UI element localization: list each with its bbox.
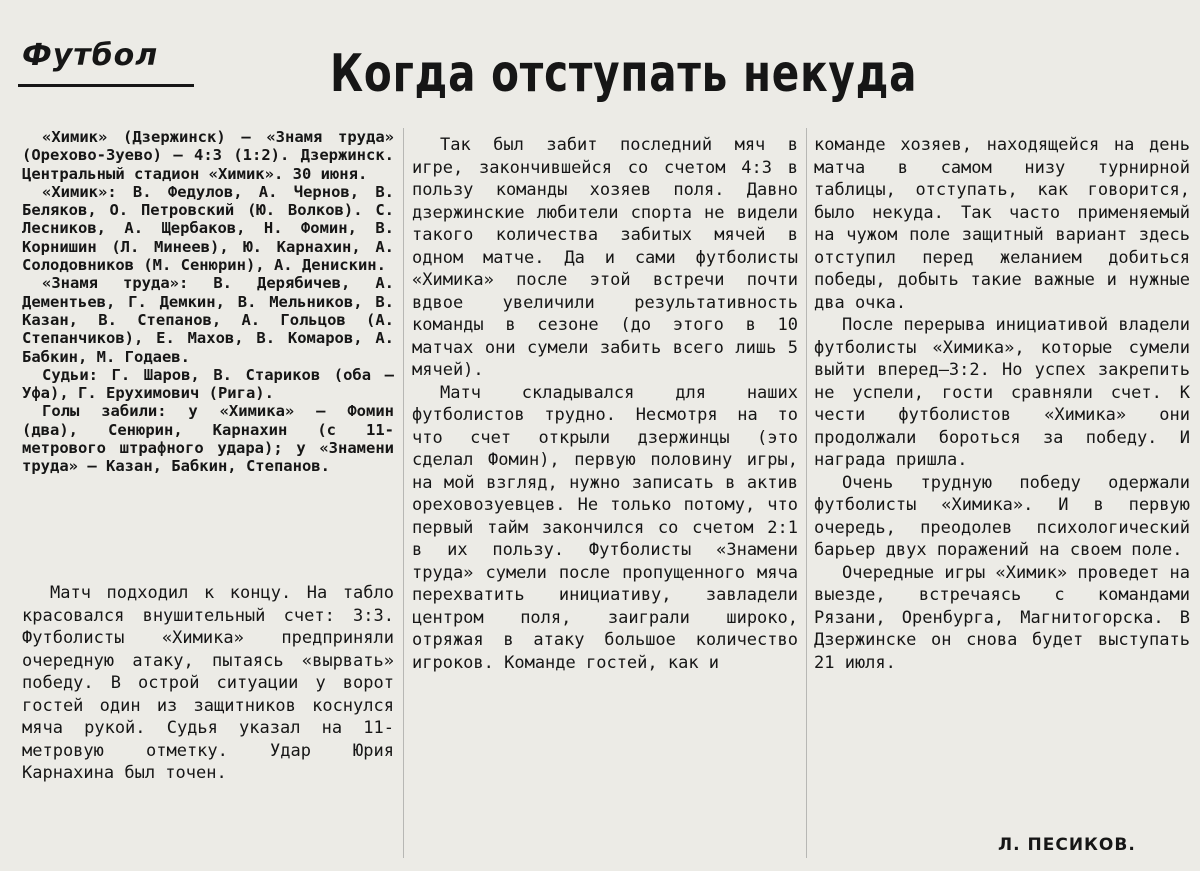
- section-rubric: Футбол: [22, 38, 159, 73]
- column-divider: [403, 128, 404, 858]
- goal-scorers: Голы забили: у «Химика» — Фомин (два), Сенюрин, Карнахин (с 11-метрового штрафного удара); у «Знамени труда» — Казан, Бабкин, Степанов.: [22, 402, 394, 476]
- article-column-1: [22, 582, 394, 785]
- article-paragraph: Матч складывался для наших футболистов трудно. Несмотря на то что счет открыли дзержинцы (это сделал Фомин), первую половину игры, на мой взгляд, нужно записать в актив ореховозуевцев. Не только потому, что первый тайм закончился со счетом 2:1 в их пользу. Футболисты «Знамени труда» сумели после пропущенного мяча перехватить инициативу, завладели центром поля, заиграли широко, отряжая в атаку большое количество игроков. Команде гостей, как и: [412, 382, 798, 673]
- article-paragraph: Матч подходил к концу. На табло красовался внушительный счет: 3:3. Футболисты «Химика» предприняли очередную атаку, пытаясь «вырвать» победу. В острой ситуации у ворот гостей один из защитников коснулся мяча рукой. Судья указал на 11-метровую отметку. Удар Юрия Карнахина был точен.: [22, 583, 394, 783]
- match-info-block: [22, 128, 394, 476]
- article-column-2: [412, 134, 798, 674]
- lineup-znamya-truda: «Знамя труда»: В. Дерябичев, А. Дементьев, Г. Демкин, В. Мельников, В. Казан, В. Степанов, А. Гольцов (А. Степанчиков), Е. Махов, В. Комаров, А. Бабкин, М. Годаев.: [22, 274, 394, 366]
- article-paragraph: Очень трудную победу одержали футболисты «Химика». И в первую очередь, преодолев психологический барьер двух поражений на своем поле.: [814, 472, 1190, 560]
- article-paragraph: После перерыва инициативой владели футболисты «Химика», которые сумели выйти вперед—3:2. Но успех закрепить не успели, гости сравняли счет. К чести футболистов «Химика» они продолжали бороться за победу. И награда пришла.: [814, 315, 1190, 470]
- article-paragraph: Очередные игры «Химик» проведет на выезде, встречаясь с командами Рязани, Оренбурга, Магнитогорска. В Дзержинске он снова будет выступать 21 июля.: [814, 562, 1190, 673]
- lineup-khimik: «Химик»: В. Федулов, А. Чернов, В. Беляков, О. Петровский (Ю. Волков). С. Лесников, А. Щербаков, Н. Фомин, В. Корнишин (Л. Минеев), Ю. Карнахин, А. Солодовников (М. Сенюрин), А. Денискин.: [22, 182, 394, 275]
- column-divider: [806, 128, 807, 858]
- article-paragraph: Так был забит последний мяч в игре, закончившейся со счетом 4:3 в пользу команды хозяев поля. Давно дзержинские любители спорта не видели такого количества забитых мячей в одном матче. Да и сами футболисты «Химика» после этой встречи почти вдвое увеличили результативность команды в сезоне (до этого в 10 матчах они сумели забить всего лишь 5 мячей).: [412, 135, 798, 380]
- author-signature: Л. ПЕСИКОВ.: [998, 835, 1136, 855]
- article-column-3: [814, 134, 1190, 674]
- article-headline: Когда отступать некуда: [330, 44, 918, 104]
- rubric-underline: [18, 84, 194, 87]
- article-paragraph: команде хозяев, находящейся на день матча в самом низу турнирной таблицы, отступать, как говорится, было некуда. Так часто применяемый на чужом поле защитный вариант здесь отступил перед желанием добиться победы, добыть такие важные и нужные два очка.: [814, 135, 1190, 313]
- match-result: «Химик» (Дзержинск) — «Знамя труда» (Орехово-Зуево) — 4:3 (1:2). Дзержинск. Центральный стадион «Химик». 30 июня.: [22, 128, 394, 183]
- referees: Судьи: Г. Шаров, В. Стариков (оба — Уфа), Г. Ерухимович (Рига).: [22, 365, 394, 403]
